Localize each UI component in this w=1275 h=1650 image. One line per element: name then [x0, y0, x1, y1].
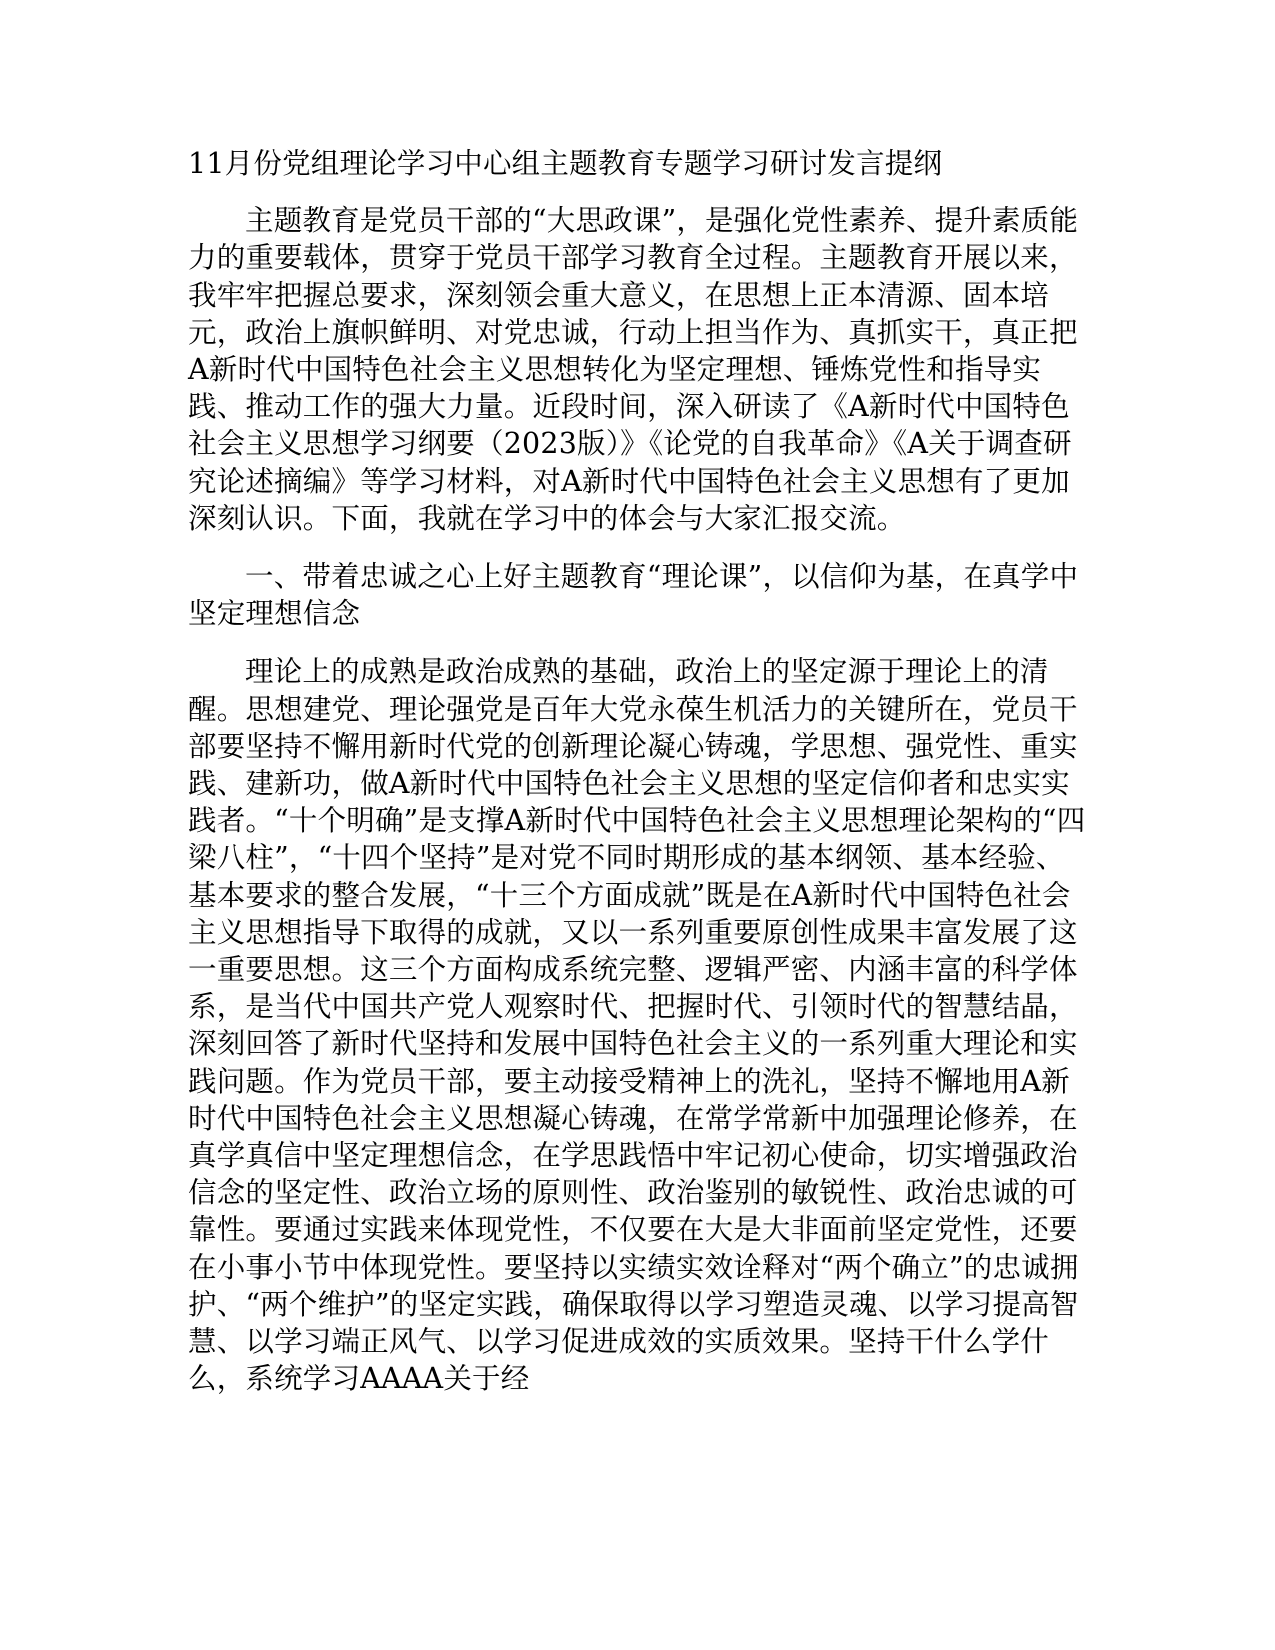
- section-heading-one: 一、带着忠诚之心上好主题教育“理论课”，以信仰为基，在真学中坚定理想信念: [188, 560, 1079, 631]
- intro-paragraph: 主题教育是党员干部的“大思政课”，是强化党性素养、提升素质能力的重要载体，贯穿于党员干部学习教育全过程。主题教育开展以来，我牢牢把握总要求，深刻领会重大意义，在思想上正本清源、固本培元，政治上旗帜鲜明、对党忠诚，行动上担当作为、真抓实干，真正把A新时代中国特色社会主义思想转化为坚定理想、锤炼党性和指导实践、推动工作的强大力量。近段时间，深入研读了《A新时代中国特色社会主义思想学习纲要（2023版）》《论党的自我革命》《A关于调查研究论述摘编》等学习材料，对A新时代中国特色社会主义思想有了更加深刻认识。下面，我就在学习中的体会与大家汇报交流。: [188, 204, 1079, 535]
- section-one-paragraph: 理论上的成熟是政治成熟的基础，政治上的坚定源于理论上的清醒。思想建党、理论强党是百年大党永葆生机活力的关键所在，党员干部要坚持不懈用新时代党的创新理论凝心铸魂，学思想、强党性、重实践、建新功，做A新时代中国特色社会主义思想的坚定信仰者和忠实实践者。“十个明确”是支撑A新时代中国特色社会主义思想理论架构的“四梁八柱”，“十四个坚持”是对党不同时期形成的基本纲领、基本经验、基本要求的整合发展，“十三个方面成就”既是在A新时代中国特色社会主义思想指导下取得的成就，又以一系列重要原创性成果丰富发展了这一重要思想。这三个方面构成系统完整、逻辑严密、内涵丰富的科学体系，是当代中国共产党人观察时代、把握时代、引领时代的智慧结晶，深刻回答了新时代坚持和发展中国特色社会主义的一系列重大理论和实践问题。作为党员干部，要主动接受精神上的洗礼，坚持不懈地用A新时代中国特色社会主义思想凝心铸魂，在常学常新中加强理论修养，在真学真信中坚定理想信念，在学思践悟中牢记初心使命，切实增强政治信念的坚定性、政治立场的原则性、政治鉴别的敏锐性、政治忠诚的可靠性。要通过实践来体现党性，不仅要在大是大非面前坚定党性，还要在小事小节中体现党性。要坚持以实绩实效诠释对“两个确立”的忠诚拥护、“两个维护”的坚定实践，确保取得以学习塑造灵魂、以学习提高智慧、以学习端正风气、以学习促进成效的实质效果。坚持干什么学什么，系统学习AAAA关于经: [188, 655, 1086, 1396]
- document-title: 11月份党组理论学习中心组主题教育专题学习研讨发言提纲: [188, 147, 943, 180]
- document-body: [188, 145, 1088, 1398]
